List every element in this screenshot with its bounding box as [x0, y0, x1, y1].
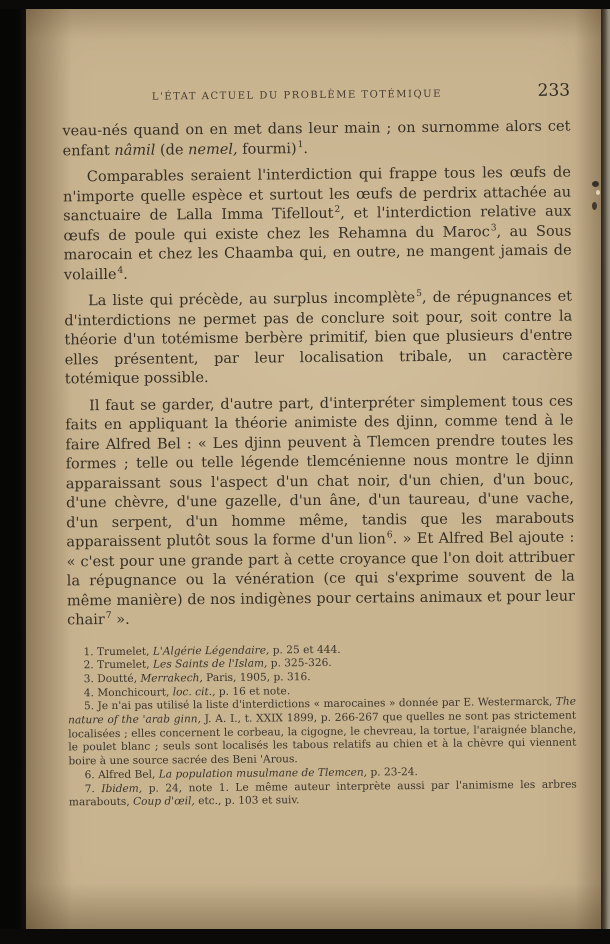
scan-border-left	[0, 0, 26, 944]
paragraph: Il faut se garder, d'autre part, d'interpréter simplement tous ces faits en appliquant la théorie animiste des djinn, comme tend à le faire Alfred Bel : « Les djinn peuvent à Tlemcen prendre toutes les formes ; telle ou telle légende tlemcénienne nous montre le djinn apparaissant sous l'aspect d'un chat noir, d'un chien, d'un bouc, d'une chèvre, d'une gazelle, d'un âne, d'un taureau, d'une vache, d'un serpent, d'un homme même, tandis que les marabouts apparaissent plutôt sous la forme d'un lion$^6$. » Et Alfred Bel ajoute : « c'est pour une grande part à cette croyance que l'on doit attribuer la répugnance ou la vénération (ce qui s'exprime souvent de la même manière) de nos indigènes pour certains animaux et pour leur chair$^7$ ».	[65, 393, 576, 629]
footnote: 4. Monchicourt, loc. cit., p. 16 et note.	[83, 684, 291, 699]
footnote: 3. Doutté, Merrakech, Paris, 1905, p. 316.	[83, 670, 311, 686]
body-paragraphs	[62, 118, 575, 631]
scan-artifact	[592, 202, 597, 210]
paper	[26, 9, 601, 929]
page-header	[62, 81, 570, 106]
footnote: 7. Ibidem, p. 24, note 1. Le même auteur interprète aussi par l'animisme les arbres marabouts, Coup d'œil, etc., p. 103 et suiv.	[68, 778, 577, 809]
running-title: L'ÉTAT ACTUEL DU PROBLÈME TOTÉMIQUE	[151, 88, 442, 103]
footnote: 5. Je n'ai pas utilisé la liste d'interdictions « marocaines » donnée par E. Westermarck, The nature of the 'arab ginn, J. A. I., t. XXIX 1899, p. 266-267 que quelles ne sont pas strictement localisées ; elles concernent le corbeau, la cigogne, le chevreau, la tortue, l'araignée blanche, le poulet blanc ; seuls sont localisés les tabous relatifs au chien et à la chèvre qui viennent boire à une source sacrée des Beni 'Arous.	[68, 695, 577, 768]
footnote: 1. Trumelet, L'Algérie Légendaire, p. 25 et 444.	[83, 643, 341, 658]
footnotes	[67, 641, 577, 810]
scan-border-bottom	[0, 929, 610, 944]
paragraph: veau-nés quand on en met dans leur main ; on surnomme alors cet enfant nâmil (de nemel, fourmi)$^1$.	[62, 118, 571, 159]
scan-artifact	[592, 181, 599, 187]
footnote: 6. Alfred Bel, La population musulmane de Tlemcen, p. 23-24.	[84, 765, 418, 782]
page-number: 233	[537, 80, 571, 101]
paragraph: Comparables seraient l'interdiction qui frappe tous les œufs de n'importe quelle espèce et surtout les œufs de perdrix attachée au sanctuaire de Lalla Imma Tifellout$^2$, et l'interdiction relative aux œufs de poule qui existe chez les Rehamna du Maroc$^3$, au Sous marocain et chez les Chaamba qui, en outre, ne mangent jamais de volaille$^4$.	[63, 164, 572, 283]
footnote: 2. Trumelet, Les Saints de l'Islam, p. 325-326.	[83, 657, 332, 672]
scan-border-right	[601, 0, 610, 944]
scan-border-top	[0, 0, 610, 9]
scan-artifact	[596, 190, 600, 195]
page-content	[62, 81, 577, 811]
paragraph: La liste qui précède, au surplus incomplète$^5$, de répugnances et d'interdictions ne permet pas de conclure soit pour, soit contre la théorie d'un totémisme berbère primitif, bien que plusieurs d'entre elles présentent, par leur localisation tribale, un caractère totémique possible.	[64, 288, 573, 388]
